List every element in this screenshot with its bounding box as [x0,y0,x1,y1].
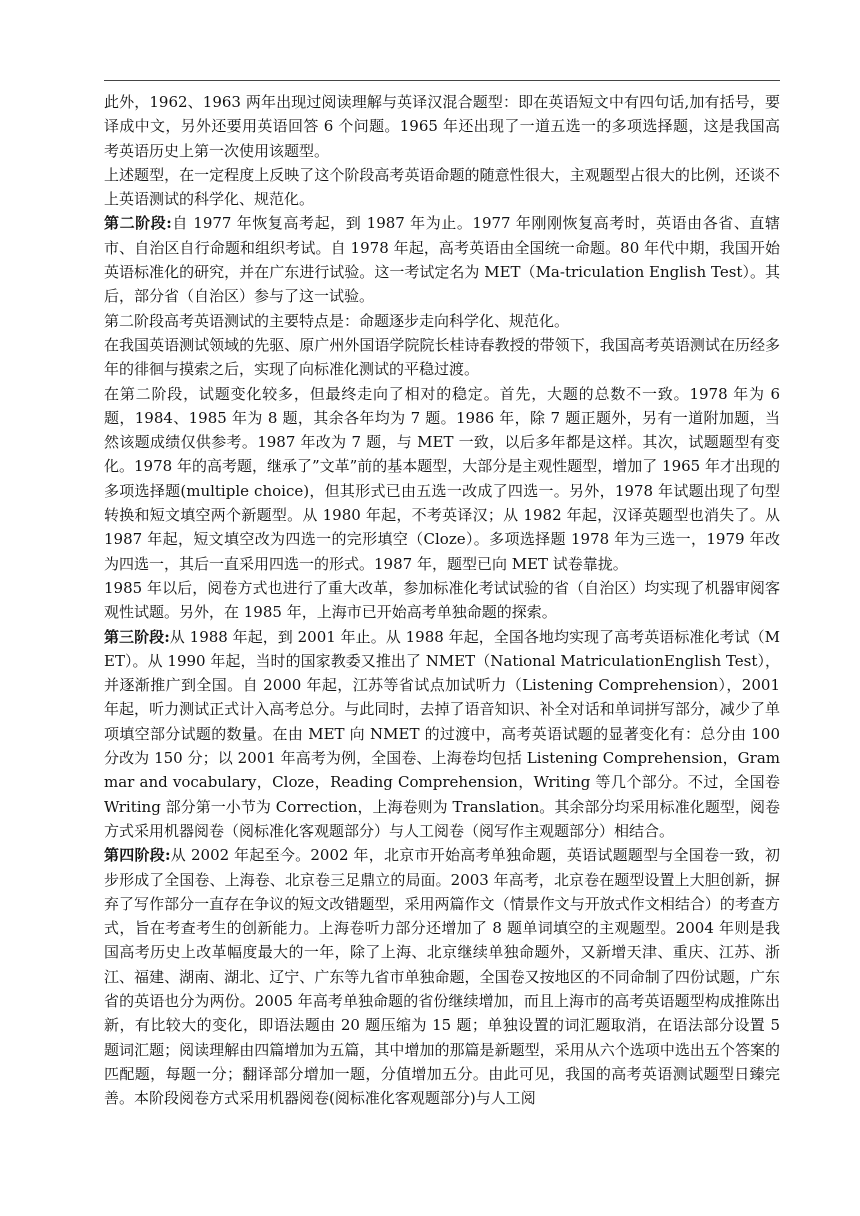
paragraph-text: 此外，1962、1963 两年出现过阅读理解与英译汉混合题型：即在英语短文中有四句话,加有括号，要译成中文，另外还要用英语回答 6 个问题。1965 年还出现了一道五选一的多项选择题，这是我国高考英语历史上第一次使用该题型。 [104,93,780,160]
paragraph-text: 从 1988 年起，到 2001 年止。从 1988 年起，全国各地均实现了高考英语标准化考试（MET）。从 1990 年起，当时的国家教委又推出了 NMET（National MatriculationEnglish Test），并逐渐推广到全国。自 2000 年起，江苏等省试点加试听力（Listening Comprehension），2001 年起，听力测试正式计入高考总分。与此同时，去掉了语音知识、补全对话和单词拼写部分，减少了单项填空部分试题的数量。在由 MET 向 NMET 的过渡中，高考英语试题的显著变化有：总分由 100 分改为 150 分；以 2001 年高考为例，全国卷、上海卷均包括 Listening Comprehension，Grammar and vocabulary，Cloze，Reading Comprehension，Writing 等几个部分。不过，全国卷 Writing 部分第一小节为 Correction，上海卷则为 Translation。其余部分均采用标准化题型，阅卷方式采用机器阅卷（阅标准化客观题部分）与人工阅卷（阅写作主观题部分）相结合。 [104,627,780,840]
paragraph [104,382,780,576]
paragraph-text: 自 1977 年恢复高考起，到 1987 年为止。1977 年刚刚恢复高考时，英语由各省、直辖市、自治区自行命题和组织考试。自 1978 年起，高考英语由全国统一命题。80 年代中期，我国开始英语标准化的研究，并在广东进行试验。这一考试定名为 MET（Ma-triculation English Test）。其后，部分省（自治区）参与了这一试验。 [104,214,780,306]
paragraph [104,309,780,333]
paragraph-text: 第二阶段高考英语测试的主要特点是：命题逐步走向科学化、规范化。 [104,311,570,330]
stage-2-heading: 第二阶段: [104,214,172,233]
paragraph [104,576,780,625]
paragraph [104,333,780,382]
paragraph-text: 上述题型，在一定程度上反映了这个阶段高考英语命题的随意性很大，主观题型占很大的比例，还谈不上英语测试的科学化、规范化。 [104,165,780,209]
paragraph-text: 在我国英语测试领域的先驱、原广州外国语学院院长桂诗春教授的带领下，我国高考英语测试在历经多年的徘徊与摸索之后，实现了向标准化测试的平稳过渡。 [104,335,780,379]
header-rule [104,80,780,81]
paragraph [104,90,780,163]
paragraph-text: 从 2002 年起至今。2002 年，北京市开始高考单独命题，英语试题题型与全国卷一致，初步形成了全国卷、上海卷、北京卷三足鼎立的局面。2003 年高考，北京卷在题型设置上大胆创新，摒弃了写作部分一直存在争议的短文改错题型，采用两篇作文（情景作文与开放式作文相结合）的考查方式，旨在考查考生的创新能力。上海卷听力部分还增加了 8 题单词填空的主观题型。2004 年则是我国高考历史上改革幅度最大的一年，除了上海、北京继续单独命题外，又新增天津、重庆、江苏、浙江、福建、湖南、湖北、辽宁、广东等九省市单独命题，全国卷又按地区的不同命制了四份试题，广东省的英语也分为两份。2005 年高考单独命题的省份继续增加，而且上海市的高考英语题型构成推陈出新，有比较大的变化，即语法题由 20 题压缩为 15 题；单独设置的词汇题取消，在语法部分设置 5 题词汇题；阅读理解由四篇增加为五篇，其中增加的那篇是新题型，采用从六个选项中选出五个答案的匹配题，每题一分；翻译部分增加一题，分值增加五分。由此可见，我国的高考英语测试题型日臻完善。本阶段阅卷方式采用机器阅卷(阅标准化客观题部分)与人工阅 [104,846,780,1108]
paragraph-text: 1985 年以后，阅卷方式也进行了重大改革，参加标准化考试试验的省（自治区）均实现了机器审阅客观性试题。另外，在 1985 年，上海市已开始高考单独命题的探索。 [104,578,780,622]
stage-4-heading: 第四阶段: [104,846,171,865]
paragraph [104,625,780,844]
paragraph-text: 在第二阶段，试题变化较多，但最终走向了相对的稳定。首先，大题的总数不一致。1978 年为 6 题，1984、1985 年为 8 题，其余各年均为 7 题。1986 年，除 7 题正题外，另有一道附加题，当然该题成绩仅供参考。1987 年改为 7 题，与 MET 一致，以后多年都是这样。其次，试题题型有变化。1978 年的高考题，继承了”文革”前的基本题型，大部分是主观性题型，增加了 1965 年才出现的多项选择题(multiple choice)，但其形式已由五选一改成了四选一。另外，1978 年试题出现了句型转换和短文填空两个新题型。从 1980 年起，不考英译汉；从 1982 年起，汉译英题型也消失了。从 1987 年起，短文填空改为四选一的完形填空（Cloze）。多项选择题 1978 年为三选一，1979 年改为四选一，其后一直采用四选一的形式。1987 年，题型已向 MET 试卷靠拢。 [104,384,780,573]
paragraph [104,163,780,212]
paragraph [104,843,780,1110]
stage-3-heading: 第三阶段: [104,627,170,646]
paragraph [104,211,780,308]
document-body [104,90,780,1110]
